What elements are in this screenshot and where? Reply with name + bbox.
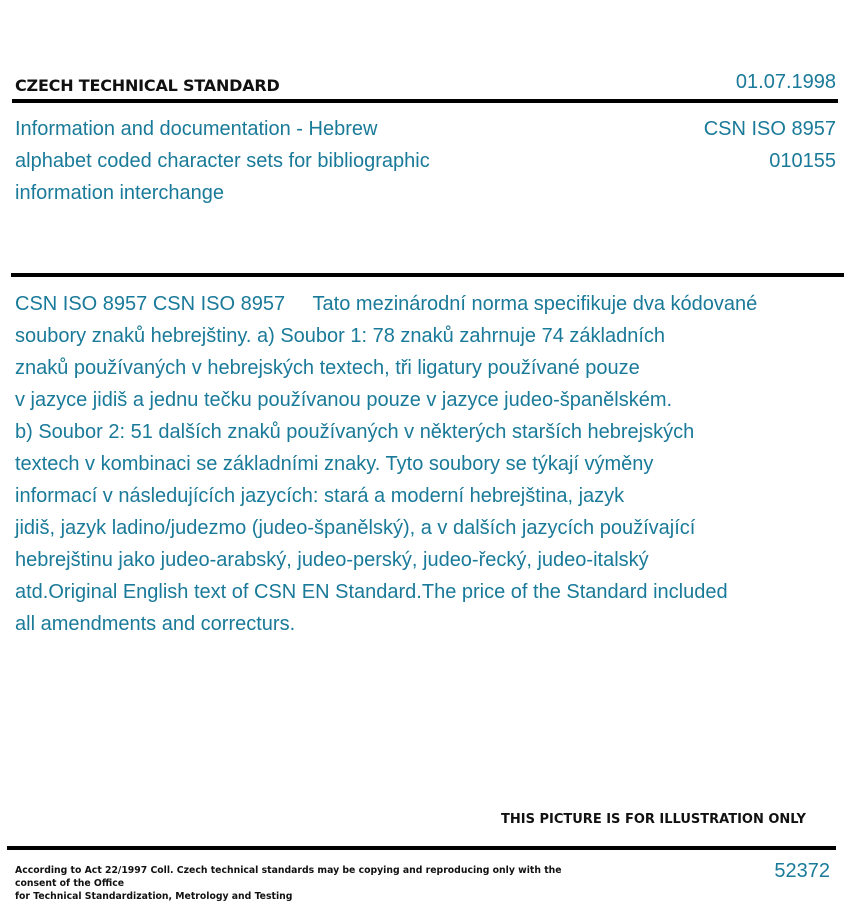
- legal-line: According to Act 22/1997 Coll. Czech technical standards may be copying and reproducing only with the consent of the Office: [15, 865, 562, 889]
- abstract-line: b) Soubor 2: 51 dalších znaků používaných v některých starších hebrejských: [15, 421, 695, 443]
- abstract-line: v jazyce jidiš a jednu tečku používanou pouze v jazyce judeo-španělském.: [15, 389, 673, 411]
- title-line: information interchange: [15, 182, 225, 204]
- abstract-line: jidiš, jazyk ladino/judezmo (judeo-španělský), a v dalších jazycích používající: [15, 517, 696, 539]
- title-line: Information and documentation - Hebrew: [15, 118, 378, 140]
- legal-line: for Technical Standardization, Metrology and Testing: [15, 891, 293, 902]
- abstract-line: znaků používaných v hebrejských textech, tři ligatury používané pouze: [15, 357, 640, 379]
- classification-code: 010155: [769, 150, 836, 172]
- abstract: [15, 288, 820, 640]
- abstract-line: textech v kombinaci se základními znaky. Tyto soubory se týkají výměny: [15, 453, 654, 475]
- abstract-line: atd.Original English text of CSN EN Standard.The price of the Standard included: [15, 581, 728, 603]
- legal-notice: [15, 864, 585, 903]
- standard-code: CSN ISO 8957: [703, 118, 836, 140]
- top-divider: [12, 99, 838, 103]
- abstract-line: informací v následujících jazycích: stará a moderní hebrejština, jazyk: [15, 485, 625, 507]
- standard-code-block: [704, 113, 836, 177]
- catalog-number: 52372: [774, 860, 830, 882]
- abstract-line: all amendments and correcturs.: [15, 613, 296, 635]
- bottom-divider: [7, 846, 836, 850]
- illustration-note: THIS PICTURE IS FOR ILLUSTRATION ONLY: [501, 812, 806, 827]
- abstract-line: CSN ISO 8957 CSN ISO 8957 Tato mezinárodní norma specifikuje dva kódované: [15, 293, 758, 315]
- abstract-line: soubory znaků hebrejštiny. a) Soubor 1: 78 znaků zahrnuje 74 základních: [15, 325, 666, 347]
- abstract-line: hebrejštinu jako judeo-arabský, judeo-perský, judeo-řecký, judeo-italský: [15, 549, 649, 571]
- header-label: CZECH TECHNICAL STANDARD: [15, 76, 280, 95]
- publication-date: 01.07.1998: [735, 71, 836, 93]
- document-title: [15, 113, 485, 209]
- title-line: alphabet coded character sets for bibliographic: [15, 150, 430, 172]
- middle-divider: [11, 273, 844, 277]
